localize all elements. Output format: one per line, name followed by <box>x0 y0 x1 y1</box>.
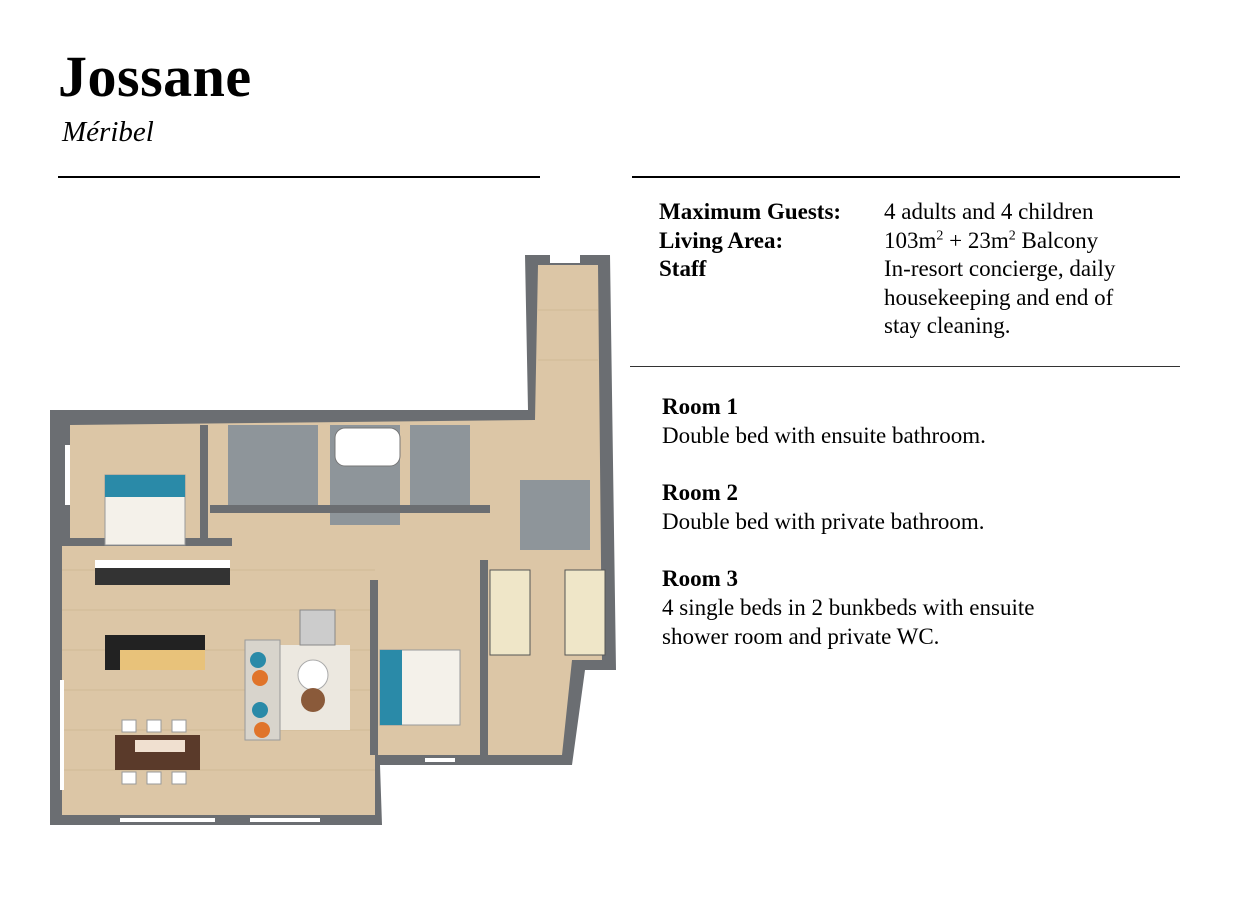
coffee-table <box>298 660 328 690</box>
shower-room <box>520 480 590 550</box>
room-title: Room 1 <box>662 394 739 419</box>
left-divider <box>58 176 540 178</box>
detail-label: Maximum Guests: <box>659 199 842 224</box>
details-divider <box>630 366 1180 367</box>
room-description: Double bed with private bathroom. <box>662 509 985 534</box>
detail-label: Living Area: <box>659 227 784 253</box>
rooms-list <box>662 392 1082 679</box>
room-title: Room 2 <box>662 480 739 505</box>
bathroom-3 <box>410 425 470 505</box>
property-name: Jossane <box>58 44 252 109</box>
room-description: Double bed with ensuite bathroom. <box>662 423 986 448</box>
room-title: Room 3 <box>662 566 739 591</box>
floor-plan-image <box>50 250 620 830</box>
property-location: Méribel <box>62 116 154 148</box>
room-description: 4 single beds in 2 bunkbeds with ensuite shower room and private WC. <box>662 595 1035 649</box>
detail-value: 4 adults and 4 children <box>884 199 1094 224</box>
bathroom-1 <box>228 425 318 505</box>
right-divider <box>632 176 1180 178</box>
detail-row-staff <box>659 255 1154 341</box>
detail-value: In-resort concierge, daily housekeeping and end of stay cleaning. <box>884 256 1116 338</box>
detail-value: $103m^2 + 23m^2$ Balcony <box>884 227 1099 253</box>
room-3 <box>662 564 1082 651</box>
details-table <box>659 198 1154 341</box>
bunk-bed-1 <box>490 570 530 655</box>
detail-row-area <box>659 227 1154 256</box>
detail-row-guests <box>659 198 1154 227</box>
armchair <box>300 610 335 645</box>
room-2 <box>662 478 1082 536</box>
bathtub <box>335 428 400 466</box>
room-1 <box>662 392 1082 450</box>
detail-label: Staff <box>659 256 707 281</box>
bunk-bed-2 <box>565 570 605 655</box>
